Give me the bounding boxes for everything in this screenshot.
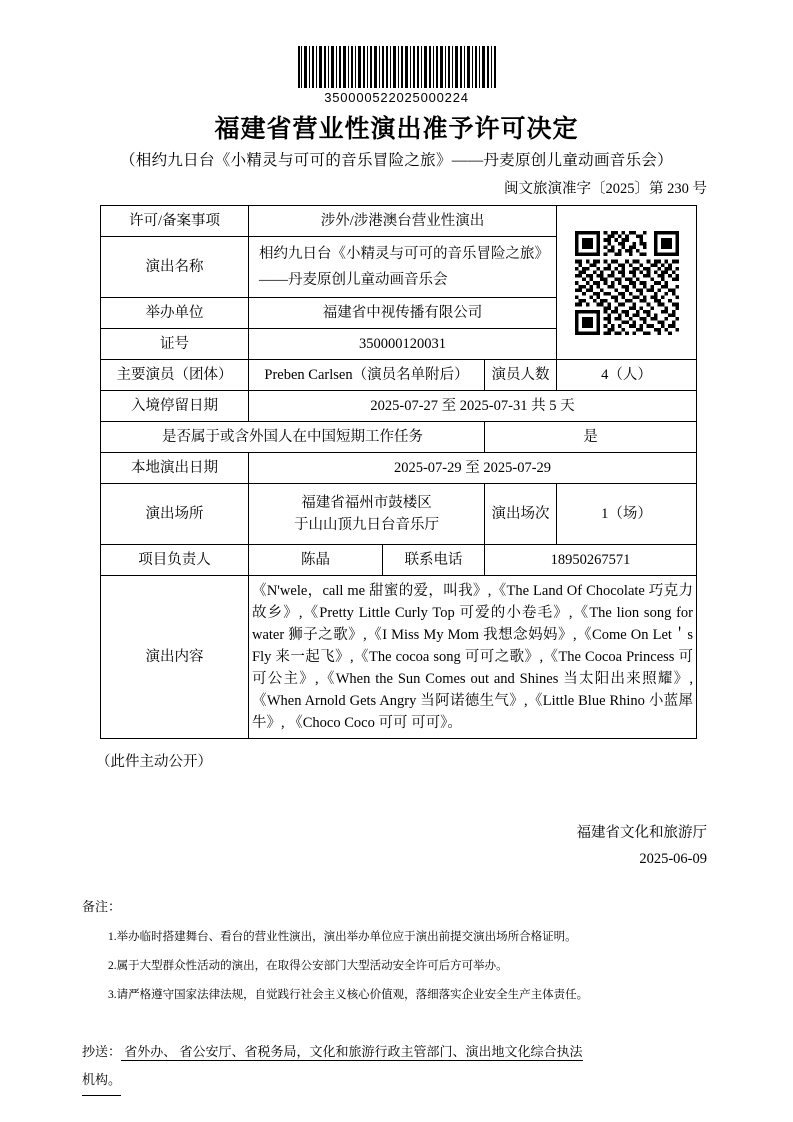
stay-dates-label: 入境停留日期 [101,391,249,422]
show-name-label: 演出名称 [101,237,249,298]
main-performer-value: Preben Carlsen（演员名单附后） [249,360,485,391]
remarks-title: 备注： [82,899,122,914]
local-dates-value: 2025-07-29 至 2025-07-29 [249,453,697,484]
organizer-label: 举办单位 [101,298,249,329]
certificate-no-label: 证号 [101,329,249,360]
foreign-work-label: 是否属于或含外国人在中国短期工作任务 [101,422,485,453]
document-number: 闽文旅演准字〔2025〕第 230 号 [504,181,707,197]
venue-line-1: 福建省福州市鼓楼区 [301,495,432,511]
table-row [101,360,697,391]
permit-item-value: 涉外/涉港澳台营业性演出 [249,206,557,237]
table-row [101,391,697,422]
table-row [101,422,697,453]
show-name-value: 相约九日台《小精灵与可可的音乐冒险之旅》——丹麦原创儿童动画音乐会 [249,237,557,298]
issuing-authority: 福建省文化和旅游厅 [576,825,707,841]
barcode-image [298,46,496,88]
permit-item-label: 许可/备案事项 [101,206,249,237]
qr-code-icon [575,231,679,335]
phone-label: 联系电话 [383,545,485,576]
remark-item-1: 1.举办临时搭建舞台、看台的营业性演出，演出举办单位应于演出前提交演出场所合格证明。 [108,931,577,943]
table-row [101,206,697,237]
local-dates-label: 本地演出日期 [101,453,249,484]
manager-value: 陈晶 [249,545,383,576]
phone-value: 18950267571 [485,545,697,576]
cc-value: 省外办、 省公安厅、省税务局，文化和旅游行政主管部门、演出地文化综合执法 [121,1044,583,1059]
foreign-work-value: 是 [485,422,697,453]
performer-count-value: 4（人） [557,360,697,391]
permit-table [100,205,697,739]
permit-table-wrap [0,205,793,739]
public-disclosure-note: （此件主动公开） [96,754,212,770]
page-title: 福建省营业性演出准予许可决定 [214,116,579,143]
table-row [101,545,697,576]
sessions-label: 演出场次 [485,484,557,545]
remark-item-3: 3.请严格遵守国家法律法规，自觉践行社会主义核心价值观，落细落实企业安全生产主体责任。 [108,989,589,1001]
manager-label: 项目负责人 [101,545,249,576]
remark-item-2: 2.属于大型群众性活动的演出，在取得公安部门大型活动安全许可后方可举办。 [108,960,508,972]
main-performer-label: 主要演员（团体） [101,360,249,391]
issue-date: 2025-06-09 [639,851,707,867]
content-value-cell [249,576,697,739]
organizer-value: 福建省中视传播有限公司 [249,298,557,329]
cc-label: 抄送： [82,1044,122,1059]
cc-value-line-2: 机构。 [82,1066,121,1096]
content-value: 《N'wele，call me 甜蜜的爱，叫我》,《The Land Of Chocolate 巧克力故乡》,《Pretty Little Curly Top 可爱的小卷毛》,《The lion song for water 狮子之歌》,《I Miss My Mom 我想念妈妈》,《Come On Let＇s Fly 来一起飞》,《The cocoa song 可可之歌》,《The Cocoa Princess 可可公主》,《When the Sun Comes out and Shines 当太阳出来照耀》,《When Arnold Gets Angry 当阿诺德生气》,《Little Blue Rhino 小蓝犀牛》, 《Choco Coco 可可 可可》。 [252,583,693,731]
cc-block [0,1038,793,1096]
venue-value [249,484,485,545]
venue-label: 演出场所 [101,484,249,545]
qr-code-cell [557,206,697,360]
venue-line-2: 于山山顶九日台音乐厅 [294,517,439,533]
table-row [101,453,697,484]
table-row [101,484,697,545]
page-subtitle: （相约九日台《小精灵与可可的音乐冒险之旅》——丹麦原创儿童动画音乐会） [119,152,673,169]
content-label: 演出内容 [101,576,249,739]
barcode-block [0,0,793,105]
barcode-number: 350000522025000224 [324,90,469,105]
stay-dates-value: 2025-07-27 至 2025-07-31 共 5 天 [249,391,697,422]
sessions-value: 1（场） [557,484,697,545]
certificate-no-value: 350000120031 [249,329,557,360]
performer-count-label: 演员人数 [485,360,557,391]
table-row [101,576,697,739]
